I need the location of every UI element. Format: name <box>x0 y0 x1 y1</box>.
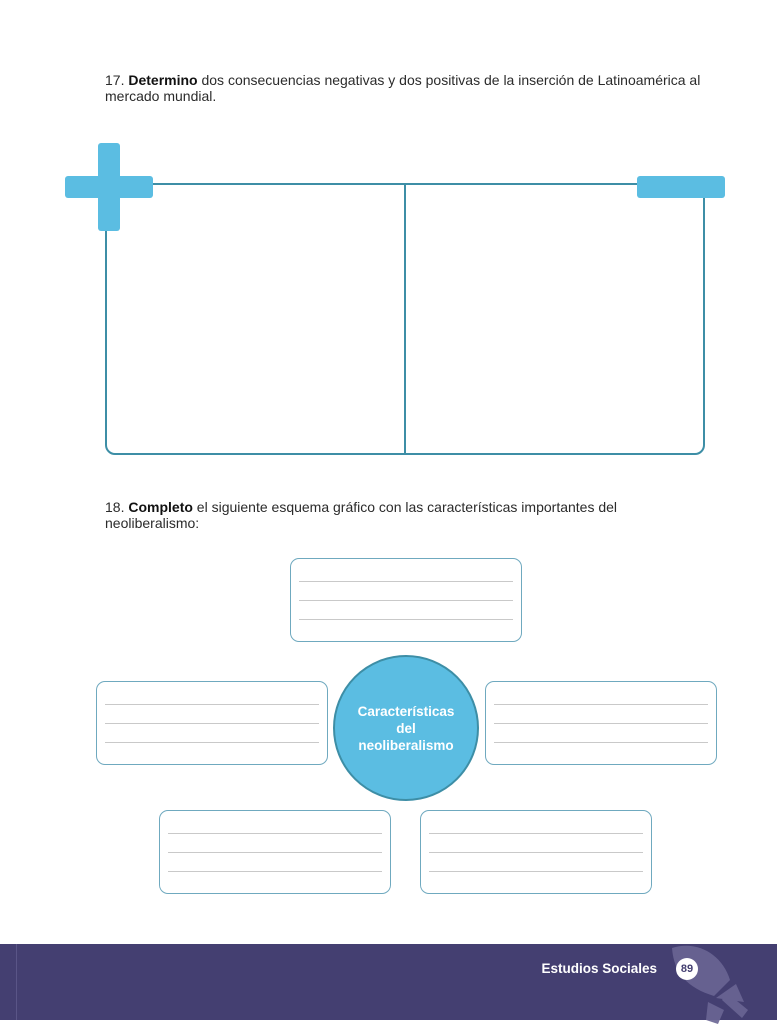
q17-text: dos consecuencias negativas y dos positivas de la inserción de Latinoamérica al mercado mundial. <box>105 72 701 104</box>
q17-number: 17. <box>105 72 125 88</box>
answer-box-bottom-right[interactable] <box>420 810 652 894</box>
footer-divider <box>16 944 17 1020</box>
center-circle <box>333 655 479 801</box>
question-18 <box>105 499 705 531</box>
q17-verb: Determino <box>128 72 198 88</box>
q18-verb: Completo <box>128 499 193 515</box>
center-label: Características del neoliberalismo <box>357 703 455 753</box>
answer-box-right[interactable] <box>485 681 717 765</box>
answer-box-top[interactable] <box>290 558 522 642</box>
answer-box-bottom-left[interactable] <box>159 810 391 894</box>
answer-box-left[interactable] <box>96 681 328 765</box>
page-number: 89 <box>676 958 698 980</box>
q18-number: 18. <box>105 499 125 515</box>
minus-icon <box>637 176 725 198</box>
subject-label: Estudios Sociales <box>541 961 657 976</box>
rocket-icon <box>652 940 752 1024</box>
q18-text: el siguiente esquema gráfico con las características importantes del neoliberalismo: <box>105 499 618 531</box>
table-divider <box>404 185 406 453</box>
question-17 <box>105 72 705 104</box>
